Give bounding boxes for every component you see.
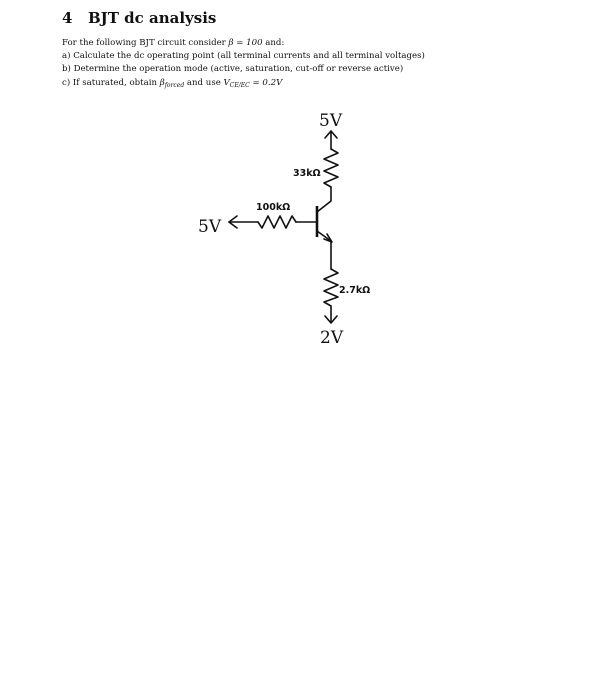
collector-resistor-label: 33kΩ: [293, 168, 321, 179]
supply-bottom-arrow: [325, 306, 337, 323]
beta-forced-symbol: β: [159, 77, 165, 88]
supply-bottom-label: 2V: [320, 328, 344, 348]
collector-resistor: [324, 149, 338, 187]
supply-left-label: 5V: [198, 217, 222, 237]
vce-value: = 0.2V: [249, 77, 283, 88]
item-c-prefix: c) If saturated, obtain: [62, 77, 160, 88]
base-resistor-label: 100kΩ: [256, 202, 291, 213]
supply-left-arrow: [229, 216, 258, 228]
problem-item-b: b) Determine the operation mode (active, saturation, cut-off or reverse active): [62, 64, 404, 75]
section-number: 4: [62, 9, 73, 27]
supply-top-label: 5V: [319, 111, 343, 131]
emitter-resistor-label: 2.7kΩ: [339, 285, 371, 296]
collector-wire: [317, 187, 331, 212]
emitter-lead: [317, 231, 332, 269]
beta-forced-subscript: forced: [164, 81, 185, 89]
beta-value: β = 100: [228, 38, 263, 48]
intro-suffix: and:: [262, 38, 285, 48]
base-resistor: [258, 216, 296, 228]
vce-subscript: CE/EC: [229, 81, 250, 89]
emitter-resistor: [324, 269, 338, 306]
item-c-middle: and use: [184, 77, 224, 88]
supply-top-arrow: [325, 131, 337, 149]
intro-prefix: For the following BJT circuit consider: [62, 38, 229, 48]
section-title: BJT dc analysis: [88, 9, 217, 27]
problem-item-a: a) Calculate the dc operating point (all terminal currents and all terminal voltages): [62, 51, 425, 62]
vce-symbol: V: [223, 77, 230, 88]
